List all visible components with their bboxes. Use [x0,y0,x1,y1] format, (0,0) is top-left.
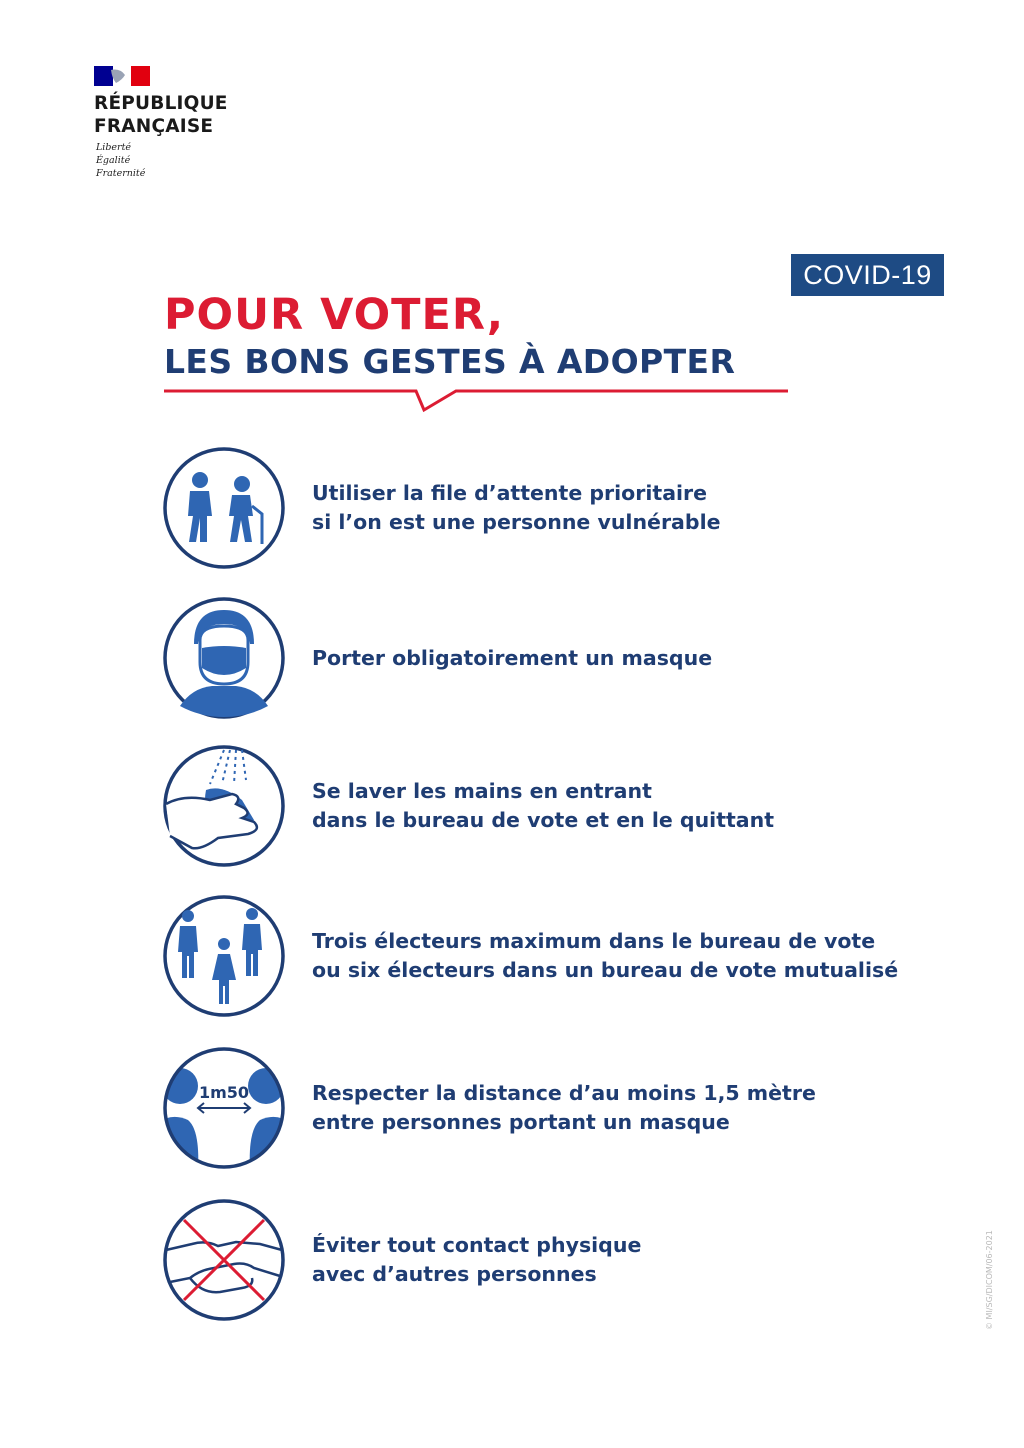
item-line: ou six électeurs dans un bureau de vote mutualisé [312,958,899,982]
item-line: si l’on est une personne vulnérable [312,510,721,534]
item-hand-washing-text [312,744,774,868]
item-priority-queue [162,446,922,570]
motto-egalite: Égalité [96,155,131,166]
item-hand-washing [162,744,922,868]
item-line: Porter obligatoirement un masque [312,645,713,670]
item-line: Éviter tout contact physique [312,1233,642,1257]
item-line: avec d’autres personnes [312,1262,597,1286]
distance-icon [162,1046,286,1170]
title-line-1: POUR VOTER, [164,290,505,340]
motto-fraternite: Fraternité [96,168,146,179]
item-three-voters [162,894,922,1018]
hand-washing-icon [162,744,286,868]
republique-label: RÉPUBLIQUE [94,93,228,114]
item-line: Respecter la distance d’au moins 1,5 mètre [312,1081,816,1105]
no-handshake-icon [162,1198,286,1322]
motto-liberte: Liberté [96,142,132,153]
priority-queue-icon [162,446,286,570]
item-mask-text [312,596,712,720]
covid-badge: COVID-19 [791,254,944,296]
item-three-voters-text [312,894,898,1018]
title-line-2: LES BONS GESTES À ADOPTER [164,342,736,381]
item-distance-text [312,1046,816,1170]
item-no-contact-text [312,1198,641,1322]
item-no-contact [162,1198,922,1322]
item-distance [162,1046,922,1170]
item-line: entre personnes portant un masque [312,1110,730,1134]
marianne-flag-icon [94,66,150,86]
distance-label: 1m50 [198,1083,250,1102]
mask-icon [162,596,286,720]
item-line: dans le bureau de vote et en le quittant [312,808,775,832]
item-priority-queue-text [312,446,721,570]
title-underline-speech-bubble [164,386,788,416]
francaise-label: FRANÇAISE [94,116,214,137]
three-people-icon [162,894,286,1018]
item-mask [162,596,922,720]
copyright-notice: © MI/SG/DICOM/06-2021 [985,1230,994,1330]
item-line: Utiliser la file d’attente prioritaire [312,481,708,505]
item-line: Trois électeurs maximum dans le bureau de vote [312,929,876,953]
item-line: Se laver les mains en entrant [312,779,652,803]
